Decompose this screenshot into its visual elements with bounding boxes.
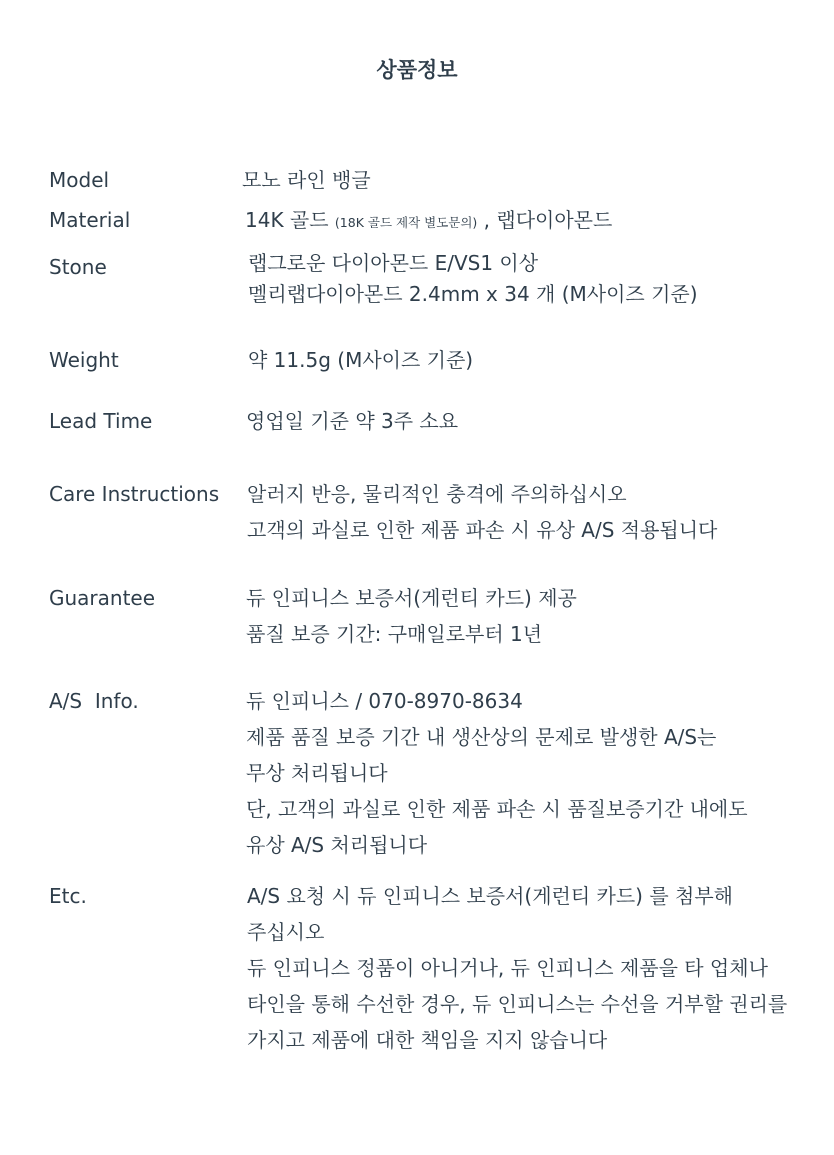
value-material <box>245 202 612 238</box>
value-line: 주십시오 <box>247 920 325 944</box>
page-title: 상품정보 <box>376 58 458 82</box>
value-guarantee <box>246 580 577 652</box>
value-line: 듀 인피니스 정품이 아니거나, 듀 인피니스 제품을 타 업체나 <box>247 956 768 980</box>
label-stone: Stone <box>49 255 107 279</box>
value-line: 품질 보증 기간: 구매일로부터 1년 <box>246 622 543 646</box>
value-line: 알러지 반응, 물리적인 충격에 주의하십시오 <box>247 482 627 506</box>
value-line: 제품 품질 보증 기간 내 생산상의 문제로 발생한 A/S는 <box>246 725 717 749</box>
label-etc: Etc. <box>49 884 87 908</box>
value-line: 단, 고객의 과실로 인한 제품 파손 시 품질보증기간 내에도 <box>246 797 748 821</box>
value-model <box>242 162 371 198</box>
label-weight: Weight <box>49 348 119 372</box>
label-care-instructions: Care Instructions <box>49 482 220 506</box>
value-line: A/S 요청 시 듀 인피니스 보증서(게런티 카드) 를 첨부해 <box>247 884 733 908</box>
value-line: 고객의 과실로 인한 제품 파손 시 유상 A/S 적용됩니다 <box>247 518 718 542</box>
value-line: 듀 인피니스 / 070-8970-8634 <box>246 689 523 713</box>
value-line: 가지고 제품에 대한 책임을 지지 않습니다 <box>247 1028 608 1052</box>
value-etc <box>247 878 787 1058</box>
value-line: 영업일 기준 약 3주 소요 <box>246 409 459 433</box>
value-stone <box>248 248 698 310</box>
value-line: 무상 처리됩니다 <box>246 761 388 785</box>
value-lead-time <box>246 403 458 439</box>
value-line: 멜리랩다이아몬드 2.4mm x 34 개 (M사이즈 기준) <box>248 282 698 306</box>
material-extra: , 랩다이아몬드 <box>483 208 613 232</box>
label-lead-time: Lead Time <box>49 409 153 433</box>
material-main: 14K 골드 <box>245 208 329 232</box>
label-model: Model <box>49 168 110 192</box>
label-guarantee: Guarantee <box>49 586 156 610</box>
value-line: 듀 인피니스 보증서(게런티 카드) 제공 <box>246 586 577 610</box>
material-note: (18K 골드 제작 별도문의) <box>334 215 478 230</box>
value-as-info <box>246 683 748 863</box>
value-line: 랩그로운 다이아몬드 E/VS1 이상 <box>248 251 539 275</box>
value-weight <box>248 342 473 378</box>
value-line: 유상 A/S 처리됩니다 <box>246 833 428 857</box>
value-line: 모노 라인 뱅글 <box>242 168 371 192</box>
label-material: Material <box>49 208 131 232</box>
value-line: 약 11.5g (M사이즈 기준) <box>248 348 474 372</box>
value-line: 타인을 통해 수선한 경우, 듀 인피니스는 수선을 거부할 권리를 <box>247 992 788 1016</box>
value-line <box>245 202 612 238</box>
label-as-info: A/S Info. <box>49 689 139 713</box>
value-care-instructions <box>247 476 717 548</box>
